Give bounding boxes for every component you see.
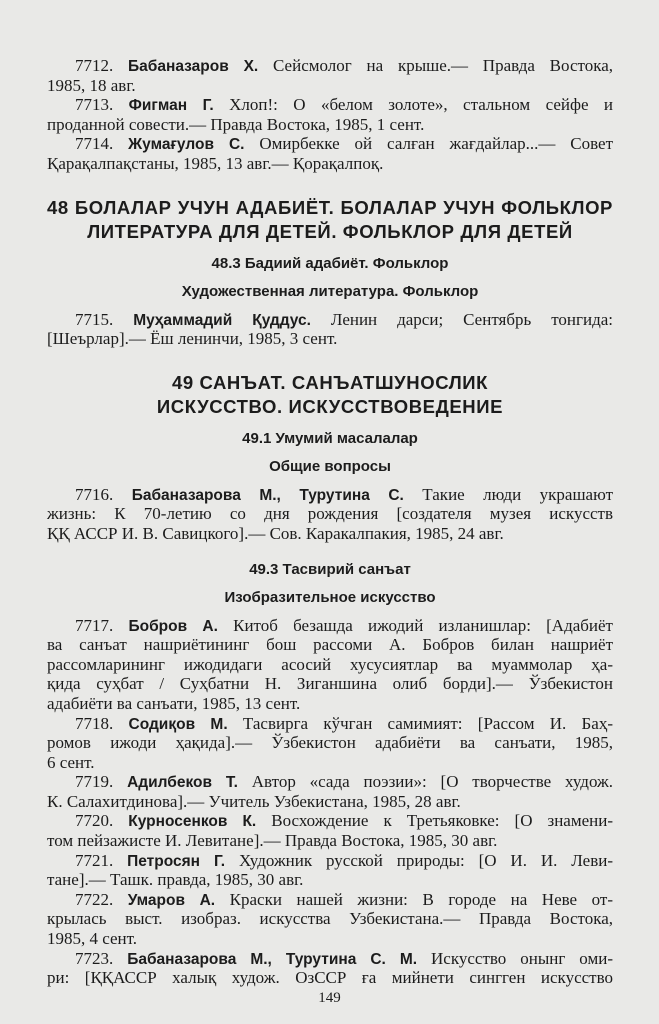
entry-number: 7722. bbox=[75, 889, 114, 909]
entry-title: Тасвирга кўчган самимият: [Рассом И. Баҳ- bbox=[242, 713, 614, 733]
entry-line bbox=[47, 772, 613, 792]
bibliography-entry bbox=[47, 56, 613, 95]
bibliography-entry bbox=[47, 134, 613, 173]
entry-author: Содиқов М. bbox=[128, 715, 228, 733]
bibliography-entry bbox=[47, 95, 613, 134]
entry-line: проданной совести.— Правда Востока, 1985, 1 сент. bbox=[47, 114, 425, 134]
bibliography-entry bbox=[47, 616, 613, 714]
entry-line: К. Салахитдинова].— Учитель Узбекистана, 1985, 28 авг. bbox=[47, 791, 461, 811]
entry-number: 7712. bbox=[75, 56, 114, 75]
entry-line: ромов ижоди ҳақида].— Ўзбекистон адабиёти ва санъати, 1985, bbox=[47, 733, 613, 753]
entry-line: ва санъат нашриётининг бош рассоми А. Бобров билан нашриёт bbox=[47, 635, 613, 655]
entry-line bbox=[47, 310, 613, 330]
entry-title: Китоб безашда ижодий изланишлар: [Адабиёт bbox=[233, 615, 613, 635]
page-number: 149 bbox=[318, 990, 341, 1006]
entry-line: жизнь: К 70-летию со дня рождения [создателя музея искусств bbox=[47, 504, 613, 524]
heading-line: ИСКУССТВО. ИСКУССТВОВЕДЕНИЕ bbox=[156, 395, 504, 417]
heading-line: ЛИТЕРАТУРА ДЛЯ ДЕТЕЙ. ФОЛЬКЛОР ДЛЯ ДЕТЕЙ bbox=[87, 220, 573, 242]
entry-number: 7713. bbox=[75, 95, 114, 115]
entry-number: 7718. bbox=[75, 713, 114, 733]
bibliography-entry bbox=[47, 949, 613, 988]
section-heading bbox=[47, 196, 613, 244]
bibliography-entry bbox=[47, 485, 613, 544]
bibliography-entry bbox=[47, 772, 613, 811]
entry-title: Сейсмолог на крыше.— Правда Востока, bbox=[273, 56, 613, 75]
entry-line: адабиёти ва санъати, 1985, 13 сент. bbox=[47, 693, 301, 713]
entry-number: 7719. bbox=[75, 772, 114, 792]
section-heading bbox=[47, 371, 613, 419]
entry-number: 7721. bbox=[75, 850, 114, 870]
entry-title: Такие люди украшают bbox=[422, 484, 614, 504]
entry-title: Художник русской природы: [О И. И. Леви- bbox=[239, 850, 613, 870]
entry-line: [Шеърлар].— Ёш ленинчи, 1985, 3 сент. bbox=[47, 329, 338, 349]
entry-title: Автор «сада поэзии»: [О творчестве худож. bbox=[251, 772, 614, 792]
entry-line bbox=[47, 95, 613, 115]
subheading-line: Общие вопросы bbox=[269, 457, 391, 475]
entry-line bbox=[47, 851, 613, 871]
entry-title: Восхождение к Третьяковке: [О знамени- bbox=[271, 811, 614, 831]
subheading-line: Изобразительное искусство bbox=[224, 588, 436, 606]
entry-line bbox=[47, 616, 613, 636]
entry-line: 1985, 4 сент. bbox=[47, 929, 138, 949]
entry-number: 7720. bbox=[75, 811, 114, 831]
bibliography-entry bbox=[47, 310, 613, 349]
subheading-line: 49.1 Умумий масалалар bbox=[242, 429, 418, 447]
entry-author: Жумағулов С. bbox=[128, 136, 245, 154]
entry-line: 1985, 18 авг. bbox=[47, 75, 136, 95]
entry-line bbox=[47, 890, 613, 910]
entry-line bbox=[47, 134, 613, 154]
entry-number: 7714. bbox=[75, 134, 114, 154]
entry-author: Бобров А. bbox=[128, 617, 218, 635]
entry-number: 7723. bbox=[75, 948, 114, 968]
entry-line bbox=[47, 714, 613, 734]
entry-author: Курносенков К. bbox=[128, 813, 257, 831]
entry-line bbox=[47, 811, 613, 831]
subheading-line: Художественная литература. Фольклор bbox=[181, 282, 479, 300]
entry-line: рассомларининг ижодидаги асосий хусусиятлар ва муаммолар ҳа- bbox=[47, 654, 613, 674]
entry-number: 7716. bbox=[75, 484, 114, 504]
entry-line: крылась выст. изобраз. искусства Узбекистана.— Правда Востока, bbox=[47, 909, 613, 929]
subheading-line: 49.3 Тасвирий санъат bbox=[249, 560, 411, 578]
bibliography-entry bbox=[47, 811, 613, 850]
subsection-heading bbox=[47, 556, 613, 612]
entry-line bbox=[47, 949, 613, 969]
entry-author: Бабаназаров Х. bbox=[128, 58, 259, 75]
entry-title: Хлоп!: О «белом золоте», стальном сейфе и bbox=[229, 95, 614, 115]
entry-author: Петросян Г. bbox=[127, 852, 226, 870]
entry-line bbox=[47, 56, 613, 76]
entry-line: қида суҳбат / Суҳбатни Н. Зиганшина олиб борди].— Ўзбекистон bbox=[47, 674, 613, 694]
entry-title: Омирбекке ой салған жағдайлар...— Совет bbox=[259, 134, 614, 154]
entry-line: Қарақалпақстаны, 1985, 13 авг.— Қорақалпоқ. bbox=[47, 153, 384, 173]
entry-line: тане].— Ташк. правда, 1985, 30 авг. bbox=[47, 870, 304, 890]
entry-author: Бабаназарова М., Турутина С. bbox=[131, 486, 404, 504]
entry-title: Краски нашей жизни: В городе на Неве от- bbox=[229, 889, 614, 909]
subsection-heading bbox=[47, 250, 613, 306]
entry-author: Муҳаммадий Қуддус. bbox=[133, 311, 311, 329]
entry-title: Искусство онынг оми- bbox=[431, 948, 613, 968]
entry-line: ҚҚ АССР И. В. Савицкого].— Сов. Каракалпакия, 1985, 24 авг. bbox=[47, 523, 504, 543]
entry-author: Фигман Г. bbox=[128, 97, 214, 115]
document-page bbox=[47, 56, 613, 988]
heading-line: 49 САНЪАТ. САНЪАТШУНОСЛИК bbox=[171, 371, 489, 393]
bibliography-entry bbox=[47, 851, 613, 890]
bibliography-entry bbox=[47, 714, 613, 773]
entry-author: Умаров А. bbox=[127, 891, 216, 909]
entry-line: ри: [ҚҚАССР халық худож. ОзССР ға мийнети сингген искусство bbox=[47, 968, 613, 988]
entry-line bbox=[47, 485, 613, 505]
entry-author: Бабаназарова М., Турутина С. М. bbox=[127, 950, 418, 968]
entry-title: Ленин дарси; Сентябрь тонгида: bbox=[330, 309, 613, 329]
entry-number: 7717. bbox=[75, 615, 114, 635]
bibliography-entry bbox=[47, 890, 613, 949]
entry-line: 6 сент. bbox=[47, 752, 95, 772]
entry-number: 7715. bbox=[75, 309, 114, 329]
entry-author: Адилбеков Т. bbox=[127, 774, 238, 792]
subheading-line: 48.3 Бадиий адабиёт. Фольклор bbox=[211, 254, 449, 272]
subsection-heading bbox=[47, 425, 613, 481]
entry-line: том пейзажисте И. Левитане].— Правда Востока, 1985, 30 авг. bbox=[47, 831, 498, 851]
heading-line: 48 БОЛАЛАР УЧУН АДАБИЁТ. БОЛАЛАР УЧУН ФОЛЬКЛОР bbox=[47, 196, 613, 218]
